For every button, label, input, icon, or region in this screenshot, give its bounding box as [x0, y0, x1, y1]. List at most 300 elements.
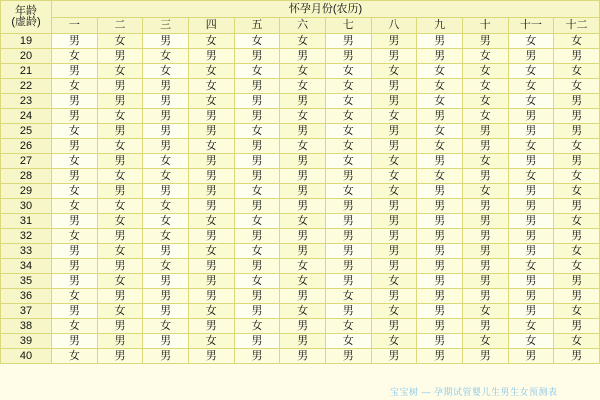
- prediction-cell: 女: [188, 139, 234, 154]
- prediction-cell: 男: [52, 334, 98, 349]
- prediction-cell: 女: [508, 319, 554, 334]
- prediction-cell: 女: [52, 124, 98, 139]
- prediction-cell: 男: [325, 229, 371, 244]
- prediction-cell: 男: [508, 304, 554, 319]
- corner-label-nominal: (虚龄): [11, 16, 41, 28]
- prediction-cell: 男: [234, 289, 280, 304]
- prediction-cell: 男: [97, 259, 143, 274]
- prediction-cell: 男: [371, 214, 417, 229]
- prediction-cell: 男: [417, 259, 463, 274]
- prediction-cell: 女: [143, 64, 189, 79]
- age-cell: 39: [1, 334, 52, 349]
- prediction-cell: 男: [234, 79, 280, 94]
- prediction-cell: 女: [97, 64, 143, 79]
- prediction-cell: 男: [97, 154, 143, 169]
- prediction-cell: 女: [280, 79, 326, 94]
- prediction-cell: 男: [417, 109, 463, 124]
- age-cell: 21: [1, 64, 52, 79]
- prediction-cell: 女: [462, 64, 508, 79]
- prediction-cell: 女: [97, 244, 143, 259]
- prediction-cell: 女: [325, 139, 371, 154]
- prediction-cell: 女: [325, 109, 371, 124]
- prediction-cell: 女: [554, 244, 600, 259]
- prediction-cell: 男: [554, 154, 600, 169]
- prediction-cell: 男: [417, 274, 463, 289]
- prediction-cell: 男: [371, 229, 417, 244]
- prediction-cell: 男: [188, 229, 234, 244]
- prediction-cell: 男: [508, 154, 554, 169]
- title-row: [1, 1, 600, 18]
- prediction-cell: 男: [554, 109, 600, 124]
- prediction-cell: 女: [143, 154, 189, 169]
- age-cell: 30: [1, 199, 52, 214]
- prediction-cell: 女: [417, 94, 463, 109]
- prediction-cell: 女: [143, 49, 189, 64]
- prediction-cell: 女: [52, 289, 98, 304]
- prediction-cell: 女: [280, 34, 326, 49]
- prediction-cell: 男: [97, 289, 143, 304]
- prediction-cell: 男: [97, 79, 143, 94]
- prediction-cell: 男: [462, 139, 508, 154]
- prediction-cell: 女: [554, 184, 600, 199]
- prediction-cell: 男: [234, 109, 280, 124]
- prediction-cell: 男: [554, 94, 600, 109]
- prediction-cell: 男: [417, 334, 463, 349]
- prediction-cell: 女: [143, 259, 189, 274]
- prediction-cell: 男: [417, 184, 463, 199]
- prediction-cell: 男: [280, 124, 326, 139]
- prediction-cell: 男: [325, 349, 371, 364]
- prediction-cell: 男: [462, 214, 508, 229]
- prediction-cell: 男: [143, 34, 189, 49]
- prediction-cell: 男: [280, 229, 326, 244]
- prediction-cell: 女: [462, 154, 508, 169]
- table-row: [1, 109, 600, 124]
- month-header-2: 二: [97, 18, 143, 34]
- prediction-cell: 女: [188, 79, 234, 94]
- prediction-cell: 女: [325, 124, 371, 139]
- prediction-cell: 男: [554, 49, 600, 64]
- prediction-cell: 男: [417, 214, 463, 229]
- prediction-cell: 男: [417, 304, 463, 319]
- prediction-cell: 女: [462, 109, 508, 124]
- corner-label-age: 年龄: [15, 5, 37, 17]
- prediction-cell: 男: [143, 109, 189, 124]
- prediction-cell: 女: [325, 334, 371, 349]
- prediction-cell: 女: [417, 79, 463, 94]
- month-header-5: 五: [234, 18, 280, 34]
- prediction-cell: 男: [97, 334, 143, 349]
- prediction-cell: 男: [417, 289, 463, 304]
- prediction-cell: 男: [508, 289, 554, 304]
- prediction-cell: 男: [52, 304, 98, 319]
- age-cell: 31: [1, 214, 52, 229]
- prediction-cell: 男: [371, 289, 417, 304]
- prediction-cell: 男: [188, 199, 234, 214]
- prediction-cell: 男: [462, 199, 508, 214]
- prediction-cell: 男: [234, 94, 280, 109]
- prediction-cell: 男: [280, 349, 326, 364]
- table-row: [1, 169, 600, 184]
- prediction-cell: 男: [280, 289, 326, 304]
- age-cell: 34: [1, 259, 52, 274]
- prediction-cell: 女: [508, 94, 554, 109]
- table-row: [1, 274, 600, 289]
- prediction-cell: 男: [508, 124, 554, 139]
- prediction-cell: 男: [325, 274, 371, 289]
- table-row: [1, 139, 600, 154]
- prediction-cell: 男: [52, 64, 98, 79]
- prediction-cell: 男: [143, 244, 189, 259]
- prediction-cell: 女: [417, 139, 463, 154]
- prediction-cell: 女: [371, 154, 417, 169]
- prediction-cell: 男: [143, 139, 189, 154]
- prediction-cell: 男: [188, 184, 234, 199]
- table-row: [1, 244, 600, 259]
- prediction-cell: 男: [417, 349, 463, 364]
- prediction-cell: 男: [97, 229, 143, 244]
- prediction-cell: 女: [97, 109, 143, 124]
- prediction-cell: 男: [508, 244, 554, 259]
- age-cell: 24: [1, 109, 52, 124]
- month-header-6: 六: [280, 18, 326, 34]
- prediction-cell: 男: [52, 169, 98, 184]
- age-cell: 32: [1, 229, 52, 244]
- prediction-cell: 男: [143, 124, 189, 139]
- prediction-cell: 女: [234, 184, 280, 199]
- prediction-cell: 女: [554, 304, 600, 319]
- prediction-cell: 男: [371, 124, 417, 139]
- prediction-cell: 女: [417, 124, 463, 139]
- prediction-cell: 女: [280, 259, 326, 274]
- prediction-cell: 女: [462, 79, 508, 94]
- prediction-cell: 女: [52, 349, 98, 364]
- prediction-cell: 男: [52, 34, 98, 49]
- prediction-cell: 男: [52, 274, 98, 289]
- prediction-cell: 女: [554, 64, 600, 79]
- prediction-cell: 男: [371, 349, 417, 364]
- prediction-cell: 女: [417, 64, 463, 79]
- prediction-cell: 女: [188, 334, 234, 349]
- prediction-cell: 男: [371, 49, 417, 64]
- prediction-cell: 女: [52, 199, 98, 214]
- prediction-cell: 男: [234, 349, 280, 364]
- prediction-cell: 男: [325, 259, 371, 274]
- month-header-row: [1, 18, 600, 34]
- month-header-9: 九: [417, 18, 463, 34]
- prediction-cell: 女: [280, 214, 326, 229]
- prediction-cell: 男: [234, 199, 280, 214]
- prediction-cell: 男: [508, 109, 554, 124]
- prediction-cell: 女: [371, 334, 417, 349]
- prediction-cell: 女: [97, 169, 143, 184]
- prediction-cell: 男: [52, 259, 98, 274]
- prediction-cell: 男: [508, 229, 554, 244]
- prediction-cell: 男: [52, 214, 98, 229]
- prediction-cell: 女: [325, 79, 371, 94]
- prediction-cell: 女: [97, 139, 143, 154]
- prediction-cell: 男: [280, 244, 326, 259]
- prediction-cell: 男: [280, 169, 326, 184]
- table-row: [1, 229, 600, 244]
- prediction-cell: 男: [554, 124, 600, 139]
- prediction-cell: 女: [188, 214, 234, 229]
- prediction-cell: 男: [325, 214, 371, 229]
- month-header-1: 一: [52, 18, 98, 34]
- prediction-cell: 男: [143, 274, 189, 289]
- prediction-cell: 男: [280, 334, 326, 349]
- prediction-cell: 女: [143, 199, 189, 214]
- prediction-cell: 男: [508, 349, 554, 364]
- age-cell: 28: [1, 169, 52, 184]
- prediction-cell: 男: [462, 289, 508, 304]
- prediction-cell: 女: [280, 274, 326, 289]
- prediction-cell: 男: [371, 34, 417, 49]
- prediction-cell: 男: [188, 289, 234, 304]
- prediction-cell: 男: [462, 349, 508, 364]
- prediction-cell: 女: [462, 334, 508, 349]
- prediction-cell: 男: [143, 94, 189, 109]
- table-row: [1, 34, 600, 49]
- prediction-cell: 男: [97, 94, 143, 109]
- prediction-cell: 男: [325, 199, 371, 214]
- prediction-cell: 女: [462, 94, 508, 109]
- prediction-cell: 男: [280, 199, 326, 214]
- table-row: [1, 349, 600, 364]
- age-cell: 40: [1, 349, 52, 364]
- prediction-cell: 女: [97, 34, 143, 49]
- prediction-cell: 男: [234, 139, 280, 154]
- prediction-cell: 男: [371, 319, 417, 334]
- prediction-cell: 女: [508, 259, 554, 274]
- prediction-cell: 女: [462, 304, 508, 319]
- prediction-cell: 女: [188, 64, 234, 79]
- prediction-cell: 男: [234, 304, 280, 319]
- prediction-cell: 男: [188, 124, 234, 139]
- prediction-cell: 女: [325, 289, 371, 304]
- prediction-cell: 女: [234, 244, 280, 259]
- prediction-cell: 女: [325, 64, 371, 79]
- prediction-cell: 男: [52, 139, 98, 154]
- prediction-cell: 男: [325, 49, 371, 64]
- prediction-cell: 男: [417, 229, 463, 244]
- table-row: [1, 304, 600, 319]
- prediction-cell: 女: [462, 49, 508, 64]
- age-cell: 33: [1, 244, 52, 259]
- prediction-cell: 女: [97, 274, 143, 289]
- prediction-cell: 男: [325, 34, 371, 49]
- prediction-cell: 男: [417, 34, 463, 49]
- prediction-cell: 男: [417, 199, 463, 214]
- prediction-cell: 女: [325, 319, 371, 334]
- prediction-cell: 女: [508, 334, 554, 349]
- prediction-cell: 男: [371, 259, 417, 274]
- prediction-cell: 女: [234, 64, 280, 79]
- prediction-cell: 女: [52, 184, 98, 199]
- prediction-cell: 女: [143, 229, 189, 244]
- prediction-cell: 男: [554, 229, 600, 244]
- prediction-cell: 男: [188, 154, 234, 169]
- prediction-cell: 男: [462, 229, 508, 244]
- age-cell: 19: [1, 34, 52, 49]
- prediction-cell: 女: [508, 34, 554, 49]
- prediction-cell: 男: [462, 169, 508, 184]
- prediction-cell: 男: [280, 319, 326, 334]
- age-cell: 20: [1, 49, 52, 64]
- prediction-cell: 女: [280, 64, 326, 79]
- table-row: [1, 334, 600, 349]
- prediction-cell: 男: [371, 79, 417, 94]
- prediction-cell: 男: [143, 334, 189, 349]
- prediction-cell: 男: [143, 79, 189, 94]
- prediction-cell: 男: [188, 109, 234, 124]
- prediction-cell: 女: [371, 304, 417, 319]
- prediction-cell: 男: [554, 289, 600, 304]
- age-cell: 23: [1, 94, 52, 109]
- prediction-cell: 女: [52, 319, 98, 334]
- age-cell: 37: [1, 304, 52, 319]
- table-body: [1, 1, 600, 364]
- prediction-cell: 男: [188, 259, 234, 274]
- prediction-cell: 男: [188, 49, 234, 64]
- age-cell: 36: [1, 289, 52, 304]
- prediction-cell: 男: [325, 244, 371, 259]
- prediction-cell: 男: [52, 109, 98, 124]
- prediction-cell: 男: [371, 244, 417, 259]
- prediction-cell: 男: [143, 289, 189, 304]
- prediction-cell: 女: [52, 49, 98, 64]
- prediction-cell: 男: [417, 49, 463, 64]
- prediction-cell: 女: [554, 334, 600, 349]
- prediction-cell: 男: [508, 199, 554, 214]
- prediction-cell: 男: [325, 169, 371, 184]
- prediction-cell: 女: [143, 169, 189, 184]
- table-row: [1, 79, 600, 94]
- month-header-11: 十一: [508, 18, 554, 34]
- prediction-cell: 男: [508, 49, 554, 64]
- prediction-cell: 女: [508, 169, 554, 184]
- prediction-cell: 男: [52, 244, 98, 259]
- prediction-cell: 女: [554, 79, 600, 94]
- prediction-cell: 男: [554, 349, 600, 364]
- age-cell: 35: [1, 274, 52, 289]
- prediction-cell: 男: [371, 139, 417, 154]
- table-row: [1, 124, 600, 139]
- prediction-cell: 男: [234, 334, 280, 349]
- table-row: [1, 319, 600, 334]
- prediction-cell: 男: [554, 274, 600, 289]
- prediction-cell: 男: [462, 319, 508, 334]
- prediction-cell: 女: [554, 214, 600, 229]
- prediction-cell: 女: [325, 184, 371, 199]
- prediction-cell: 男: [462, 259, 508, 274]
- age-cell: 38: [1, 319, 52, 334]
- age-cell: 26: [1, 139, 52, 154]
- prediction-cell: 女: [554, 34, 600, 49]
- prediction-cell: 女: [508, 64, 554, 79]
- prediction-cell: 女: [52, 79, 98, 94]
- prediction-cell: 女: [234, 274, 280, 289]
- prediction-cell: 女: [371, 274, 417, 289]
- month-header-10: 十: [462, 18, 508, 34]
- month-header-12: 十二: [554, 18, 600, 34]
- prediction-cell: 男: [325, 304, 371, 319]
- table-row: [1, 289, 600, 304]
- prediction-cell: 女: [554, 259, 600, 274]
- table-row: [1, 214, 600, 229]
- prediction-cell: 男: [508, 214, 554, 229]
- prediction-cell: 男: [508, 274, 554, 289]
- prediction-cell: 男: [97, 319, 143, 334]
- prediction-cell: 男: [280, 49, 326, 64]
- prediction-cell: 男: [371, 94, 417, 109]
- prediction-cell: 女: [417, 169, 463, 184]
- prediction-cell: 男: [417, 244, 463, 259]
- prediction-cell: 男: [188, 319, 234, 334]
- corner-header: [1, 1, 52, 34]
- prediction-cell: 男: [371, 199, 417, 214]
- prediction-cell: 男: [280, 184, 326, 199]
- prediction-cell: 男: [188, 169, 234, 184]
- table-row: [1, 184, 600, 199]
- table-row: [1, 49, 600, 64]
- prediction-cell: 男: [97, 124, 143, 139]
- prediction-cell: 男: [234, 169, 280, 184]
- prediction-cell: 男: [417, 319, 463, 334]
- prediction-cell: 男: [462, 244, 508, 259]
- prediction-cell: 男: [462, 274, 508, 289]
- prediction-cell: 女: [462, 184, 508, 199]
- month-header-4: 四: [188, 18, 234, 34]
- chart-title: 怀孕月份(农历): [52, 1, 600, 18]
- prediction-cell: 女: [97, 214, 143, 229]
- prediction-cell: 女: [508, 79, 554, 94]
- prediction-cell: 女: [234, 34, 280, 49]
- prediction-cell: 女: [371, 184, 417, 199]
- prediction-cell: 女: [143, 214, 189, 229]
- prediction-cell: 男: [508, 184, 554, 199]
- prediction-cell: 男: [234, 259, 280, 274]
- prediction-cell: 男: [52, 94, 98, 109]
- prediction-cell: 男: [97, 349, 143, 364]
- prediction-cell: 男: [554, 199, 600, 214]
- watermark-text: 宝宝树 — 孕期试管婴儿生男生女预测表: [390, 387, 558, 397]
- prediction-cell: 女: [234, 124, 280, 139]
- prediction-cell: 女: [280, 139, 326, 154]
- age-cell: 22: [1, 79, 52, 94]
- prediction-cell: 男: [234, 154, 280, 169]
- prediction-cell: 男: [417, 154, 463, 169]
- table-row: [1, 259, 600, 274]
- prediction-cell: 男: [462, 124, 508, 139]
- prediction-cell: 女: [371, 169, 417, 184]
- prediction-cell: 女: [371, 109, 417, 124]
- prediction-cell: 男: [234, 49, 280, 64]
- table-row: [1, 94, 600, 109]
- prediction-cell: 女: [280, 109, 326, 124]
- prediction-cell: 男: [143, 349, 189, 364]
- prediction-cell: 女: [188, 94, 234, 109]
- prediction-cell: 女: [188, 244, 234, 259]
- prediction-cell: 女: [325, 94, 371, 109]
- prediction-cell: 男: [462, 34, 508, 49]
- prediction-cell: 女: [143, 319, 189, 334]
- prediction-cell: 男: [554, 319, 600, 334]
- prediction-cell: 女: [234, 319, 280, 334]
- prediction-cell: 女: [371, 64, 417, 79]
- age-cell: 29: [1, 184, 52, 199]
- prediction-cell: 男: [97, 184, 143, 199]
